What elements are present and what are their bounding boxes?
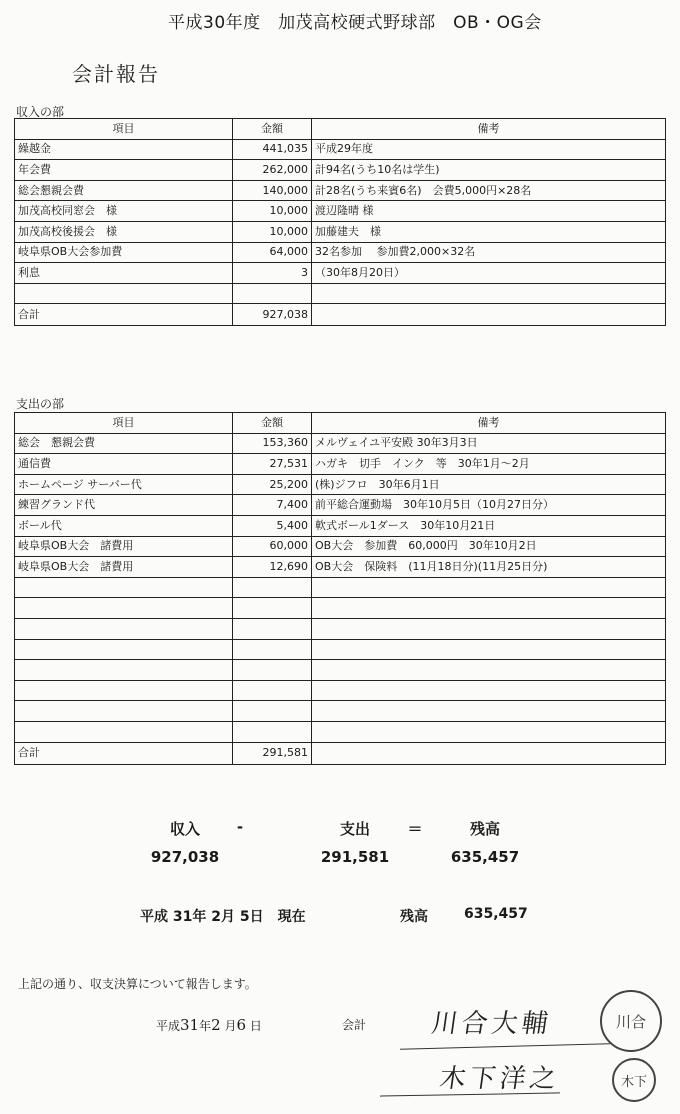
accountant-label: 会計	[342, 1018, 367, 1032]
expense-row	[15, 454, 666, 475]
cell-amount: 140,000	[233, 180, 312, 201]
cell-amount	[233, 598, 312, 619]
expense-row	[15, 639, 666, 660]
cell-note	[312, 701, 666, 722]
cell-note	[312, 721, 666, 742]
cell-item: ホームページ サーバー代	[15, 474, 233, 495]
cell-item: ボール代	[15, 515, 233, 536]
cell-amount: 441,035	[233, 139, 312, 160]
summary-expense-label: 支出	[339, 820, 370, 838]
expense-row	[15, 618, 666, 639]
column-header-item: 項目	[15, 413, 233, 434]
summary-equals: ＝	[407, 820, 423, 838]
cell-note: (株)ジフロ 30年6月1日	[312, 474, 666, 495]
cell-note: 計28名(うち来賓6名) 会費5,000円×28名	[312, 180, 666, 201]
cell-amount	[233, 577, 312, 598]
expense-row	[15, 474, 666, 495]
cell-amount	[233, 660, 312, 681]
cell-item: 繰越金	[15, 139, 233, 160]
cell-item: 総会 懇親会費	[15, 433, 233, 454]
signature-underline	[400, 1043, 610, 1049]
day-unit: 日	[249, 1019, 262, 1033]
cell-amount: 5,400	[233, 515, 312, 536]
cell-amount: 153,360	[233, 433, 312, 454]
column-header-note: 備考	[312, 119, 666, 140]
expense-row	[15, 577, 666, 598]
date-prefix: 平成	[156, 1019, 181, 1033]
cell-note: OB大会 保険料 (11月18日分)(11月25日分)	[312, 557, 666, 578]
income-row	[15, 221, 666, 242]
cell-amount: 27,531	[233, 454, 312, 475]
cell-amount: 10,000	[233, 201, 312, 222]
expense-row	[15, 598, 666, 619]
cell-note: 前平総合運動場 30年10月5日（10月27日分）	[312, 495, 666, 516]
expense-header-row	[15, 413, 666, 434]
cell-note: 32名参加 参加費2,000×32名	[312, 242, 666, 263]
cell-note	[312, 577, 666, 598]
cell-item: 岐阜県OB大会 諸費用	[15, 557, 233, 578]
cell-amount: 60,000	[233, 536, 312, 557]
total-label: 合計	[15, 304, 233, 326]
date-month: 2	[211, 1016, 221, 1034]
summary-income-value: 927,038	[150, 848, 220, 866]
report-date	[156, 1016, 262, 1034]
cell-item: 練習グランド代	[15, 495, 233, 516]
cell-amount: 7,400	[233, 495, 312, 516]
cell-item	[15, 639, 233, 660]
income-row	[15, 242, 666, 263]
cell-item: 通信費	[15, 454, 233, 475]
seal-2-text: 木下	[620, 1074, 647, 1090]
total-note	[312, 742, 666, 764]
total-note	[312, 304, 666, 326]
cell-item	[15, 577, 233, 598]
date-year: 31	[180, 1016, 200, 1034]
cell-item	[15, 283, 233, 304]
column-header-note: 備考	[312, 413, 666, 434]
total-label: 合計	[15, 742, 233, 764]
expense-table	[14, 412, 666, 765]
expense-row	[15, 680, 666, 701]
income-row	[15, 180, 666, 201]
cell-amount	[233, 721, 312, 742]
cell-item: 年会費	[15, 160, 233, 181]
cell-amount: 10,000	[233, 221, 312, 242]
summary-expense-value: 291,581	[320, 848, 390, 866]
cell-note: （30年8月20日）	[312, 263, 666, 284]
summary-balance-label: 残高	[469, 820, 500, 838]
report-title: 会計報告	[72, 62, 160, 86]
month-unit: 月	[224, 1019, 237, 1033]
income-total-row	[15, 304, 666, 326]
cell-note	[312, 618, 666, 639]
signature-1: 川合大輔	[429, 1009, 554, 1039]
cell-note: 軟式ボール1ダース 30年10月21日	[312, 515, 666, 536]
cell-note: 渡辺隆晴 様	[312, 201, 666, 222]
income-row	[15, 160, 666, 181]
cell-amount	[233, 639, 312, 660]
total-amount: 291,581	[233, 742, 312, 764]
cell-amount	[233, 618, 312, 639]
income-section-label: 収入の部	[16, 105, 65, 119]
cell-item	[15, 680, 233, 701]
report-statement: 上記の通り、収支決算について報告します。	[18, 977, 257, 991]
cell-item: 加茂高校同窓会 様	[15, 201, 233, 222]
cell-item	[15, 618, 233, 639]
expense-row	[15, 495, 666, 516]
date-day: 6	[236, 1016, 247, 1034]
expense-section-label: 支出の部	[16, 397, 65, 411]
income-row	[15, 283, 666, 304]
cell-amount	[233, 701, 312, 722]
cell-note	[312, 660, 666, 681]
cell-note	[312, 598, 666, 619]
cell-amount	[233, 283, 312, 304]
cell-note	[312, 680, 666, 701]
expense-row	[15, 721, 666, 742]
document-title: 平成30年度 加茂高校硬式野球部 OB・OG会	[168, 13, 542, 33]
as-of-balance-label: 残高	[400, 909, 428, 925]
cell-amount	[233, 680, 312, 701]
cell-amount: 25,200	[233, 474, 312, 495]
cell-note: 加藤建夫 様	[312, 221, 666, 242]
cell-item: 加茂高校後援会 様	[15, 221, 233, 242]
income-header-row	[15, 119, 666, 140]
seal-stamp-1	[600, 990, 662, 1052]
cell-note: 平成29年度	[312, 139, 666, 160]
column-header-item: 項目	[15, 119, 233, 140]
cell-item: 岐阜県OB大会参加費	[15, 242, 233, 263]
cell-item	[15, 598, 233, 619]
summary-income-label: 収入	[169, 820, 200, 838]
cell-item: 総会懇親会費	[15, 180, 233, 201]
cell-note: メルヴェイユ平安殿 30年3月3日	[312, 433, 666, 454]
cell-item: 岐阜県OB大会 諸費用	[15, 536, 233, 557]
seal-1-text: 川合	[615, 1012, 646, 1031]
expense-row	[15, 515, 666, 536]
expense-row	[15, 433, 666, 454]
income-table	[14, 118, 666, 326]
as-of-date: 平成 31年 2月 5日 現在	[140, 909, 306, 925]
column-header-amount: 金額	[233, 413, 312, 434]
expense-total-row	[15, 742, 666, 764]
expense-row	[15, 557, 666, 578]
cell-item: 利息	[15, 263, 233, 284]
year-unit: 年	[199, 1019, 212, 1033]
cell-item	[15, 660, 233, 681]
expense-row	[15, 701, 666, 722]
expense-row	[15, 536, 666, 557]
cell-note: 計94名(うち10名は学生)	[312, 160, 666, 181]
total-amount: 927,038	[233, 304, 312, 326]
cell-note: ハガキ 切手 インク 等 30年1月～2月	[312, 454, 666, 475]
cell-amount: 12,690	[233, 557, 312, 578]
cell-item	[15, 701, 233, 722]
cell-item	[15, 721, 233, 742]
cell-amount: 3	[233, 263, 312, 284]
summary-balance-value: 635,457	[450, 848, 520, 866]
seal-stamp-2	[612, 1058, 656, 1102]
income-row	[15, 263, 666, 284]
income-row	[15, 139, 666, 160]
column-header-amount: 金額	[233, 119, 312, 140]
income-row	[15, 201, 666, 222]
cell-note: OB大会 参加費 60,000円 30年10月2日	[312, 536, 666, 557]
expense-row	[15, 660, 666, 681]
as-of-balance-value: 635,457	[464, 906, 528, 922]
signature-2: 木下洋之	[437, 1064, 562, 1094]
cell-amount: 262,000	[233, 160, 312, 181]
cell-note	[312, 283, 666, 304]
cell-amount: 64,000	[233, 242, 312, 263]
cell-note	[312, 639, 666, 660]
summary-minus: -	[236, 818, 244, 836]
